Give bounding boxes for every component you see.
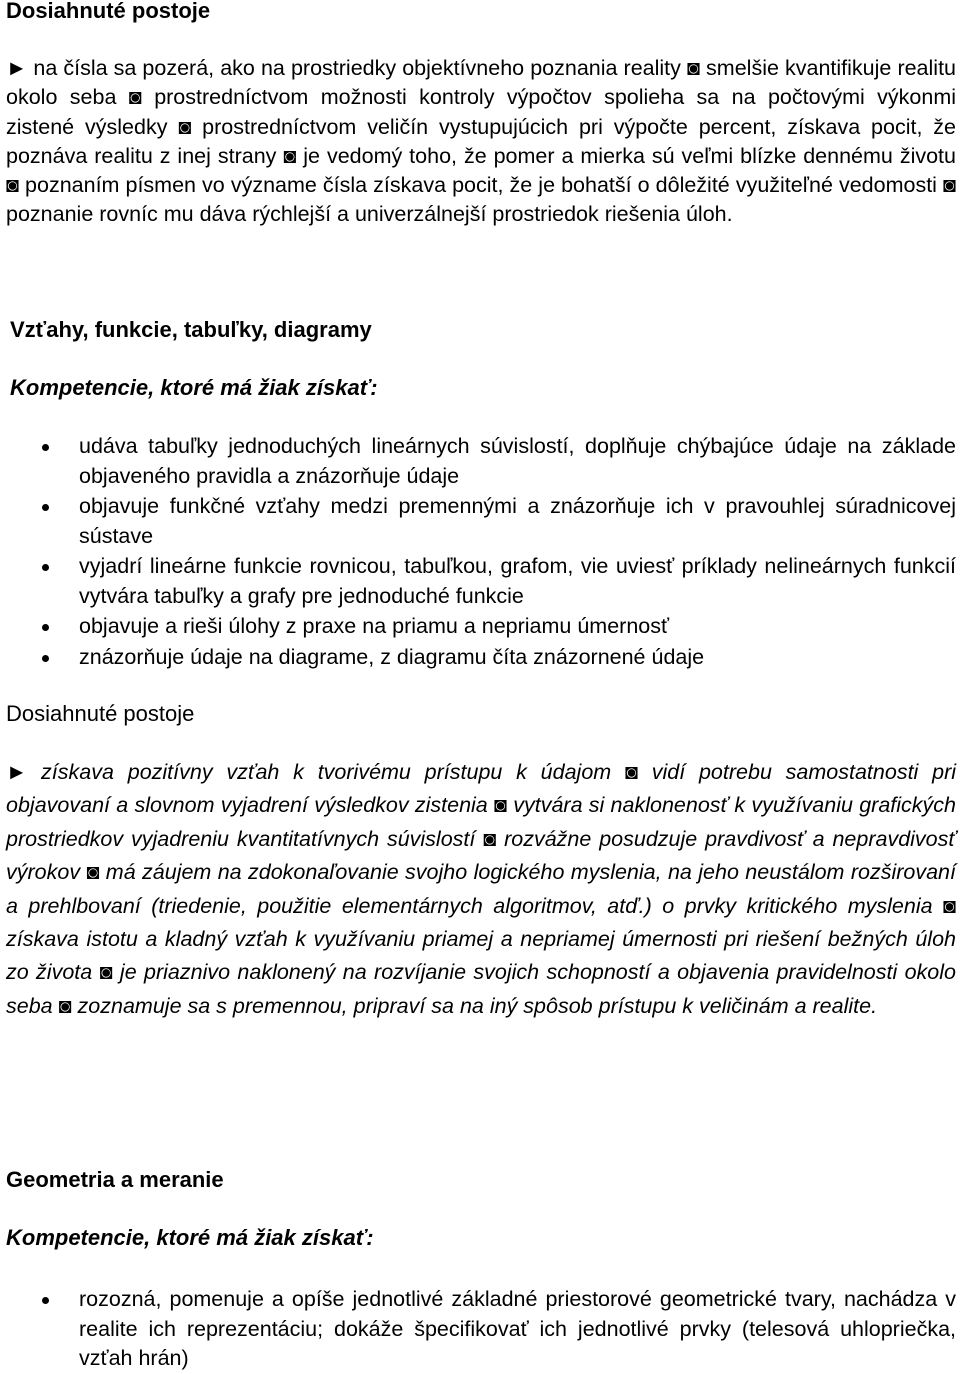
- list-item: objavuje a rieši úlohy z praxe na priamu a nepriamu úmernosť: [6, 612, 956, 642]
- section3-competence-heading: Kompetencie, ktoré má žiak získať:: [6, 1225, 374, 1250]
- list-item: vyjadrí lineárne funkcie rovnicou, tabuľkou, grafom, vie uviesť príklady nelineárnych funkcií vytvára tabuľky a grafy pre jednoduché funkcie: [6, 552, 956, 611]
- bullet-icon: [42, 504, 49, 511]
- list-item: rozozná, pomenuje a opíše jednotlivé základné priestorové geometrické tvary, nachádza v realite ich reprezentáciu; dokáže špecifikovať ich jednotlivé prvky (telesová uhlopriečka, vzťah hrán): [6, 1285, 956, 1374]
- list-item: znázorňuje údaje na diagrame, z diagramu číta znázornené údaje: [6, 643, 956, 673]
- bullet-icon: [42, 1297, 49, 1304]
- section1-attitudes-paragraph: ► na čísla sa pozerá, ako na prostriedky objektívneho poznania reality ◙ smelšie kvantifikuje realitu okolo seba ◙ prostredníctvom možnosti kontroly výpočtov spolieha sa na počtovými výkonmi zistené výsledky ◙ prostredníctvom veličín vystupujúcich pri výpočte percent, získava pocit, že poznáva realitu z inej strany ◙ je vedomý toho, že pomer a mierka sú veľmi blízke dennému životu ◙ poznaním písmen vo význame čísla získava pocit, že je bohatší o dôležité využiteľné vedomosti ◙ poznanie rovníc mu dáva rýchlejší a univerzálnejší prostriedok riešenia úloh.: [6, 56, 956, 227]
- section2-attitudes-heading: Dosiahnuté postoje: [6, 701, 195, 726]
- list-item: udáva tabuľky jednoduchých lineárnych súvislostí, doplňuje chýbajúce údaje na základe objaveného pravidla a znázorňuje údaje: [6, 432, 956, 491]
- section2-heading: Vzťahy, funkcie, tabuľky, diagramy: [10, 317, 372, 342]
- bullet-icon: [42, 564, 49, 571]
- section3-heading: Geometria a meranie: [6, 1167, 224, 1192]
- bullet-icon: [42, 624, 49, 631]
- list-item: objavuje funkčné vzťahy medzi premennými a znázorňuje ich v pravouhlej súradnicovej sústave: [6, 492, 956, 551]
- section2-competence-list: [6, 432, 956, 672]
- bullet-icon: [42, 444, 49, 451]
- section3-competence-list: [6, 1285, 956, 1374]
- section2-attitudes-paragraph: ► získava pozitívny vzťah k tvorivému prístupu k údajom ◙ vidí potrebu samostatnosti pri objavovaní a slovnom vyjadrení výsledkov zistenia ◙ vytvára si naklonenosť k využívaniu grafických prostriedkov vyjadreniu kvantitatívnych súvislostí ◙ rozvážne posudzuje pravdivosť a nepravdivosť výrokov ◙ má záujem na zdokonaľovanie svojho logického myslenia, na jeho neustálom rozširovaní a prehlbovaní (triedenie, použitie elementárnych algoritmov, atď.) o prvky kritického myslenia ◙ získava istotu a kladný vzťah k využívaniu priamej a nepriamej úmernosti pri riešení bežných úloh zo života ◙ je priaznivo naklonený na rozvíjanie svojich schopností a objavenia pravidelnosti okolo seba ◙ zoznamuje sa s premennou, pripraví sa na iný spôsob prístupu k veličinám a realite.: [6, 760, 956, 1018]
- section1-heading: Dosiahnuté postoje: [6, 0, 211, 23]
- bullet-icon: [42, 655, 49, 662]
- section2-competence-heading: Kompetencie, ktoré má žiak získať:: [10, 375, 378, 400]
